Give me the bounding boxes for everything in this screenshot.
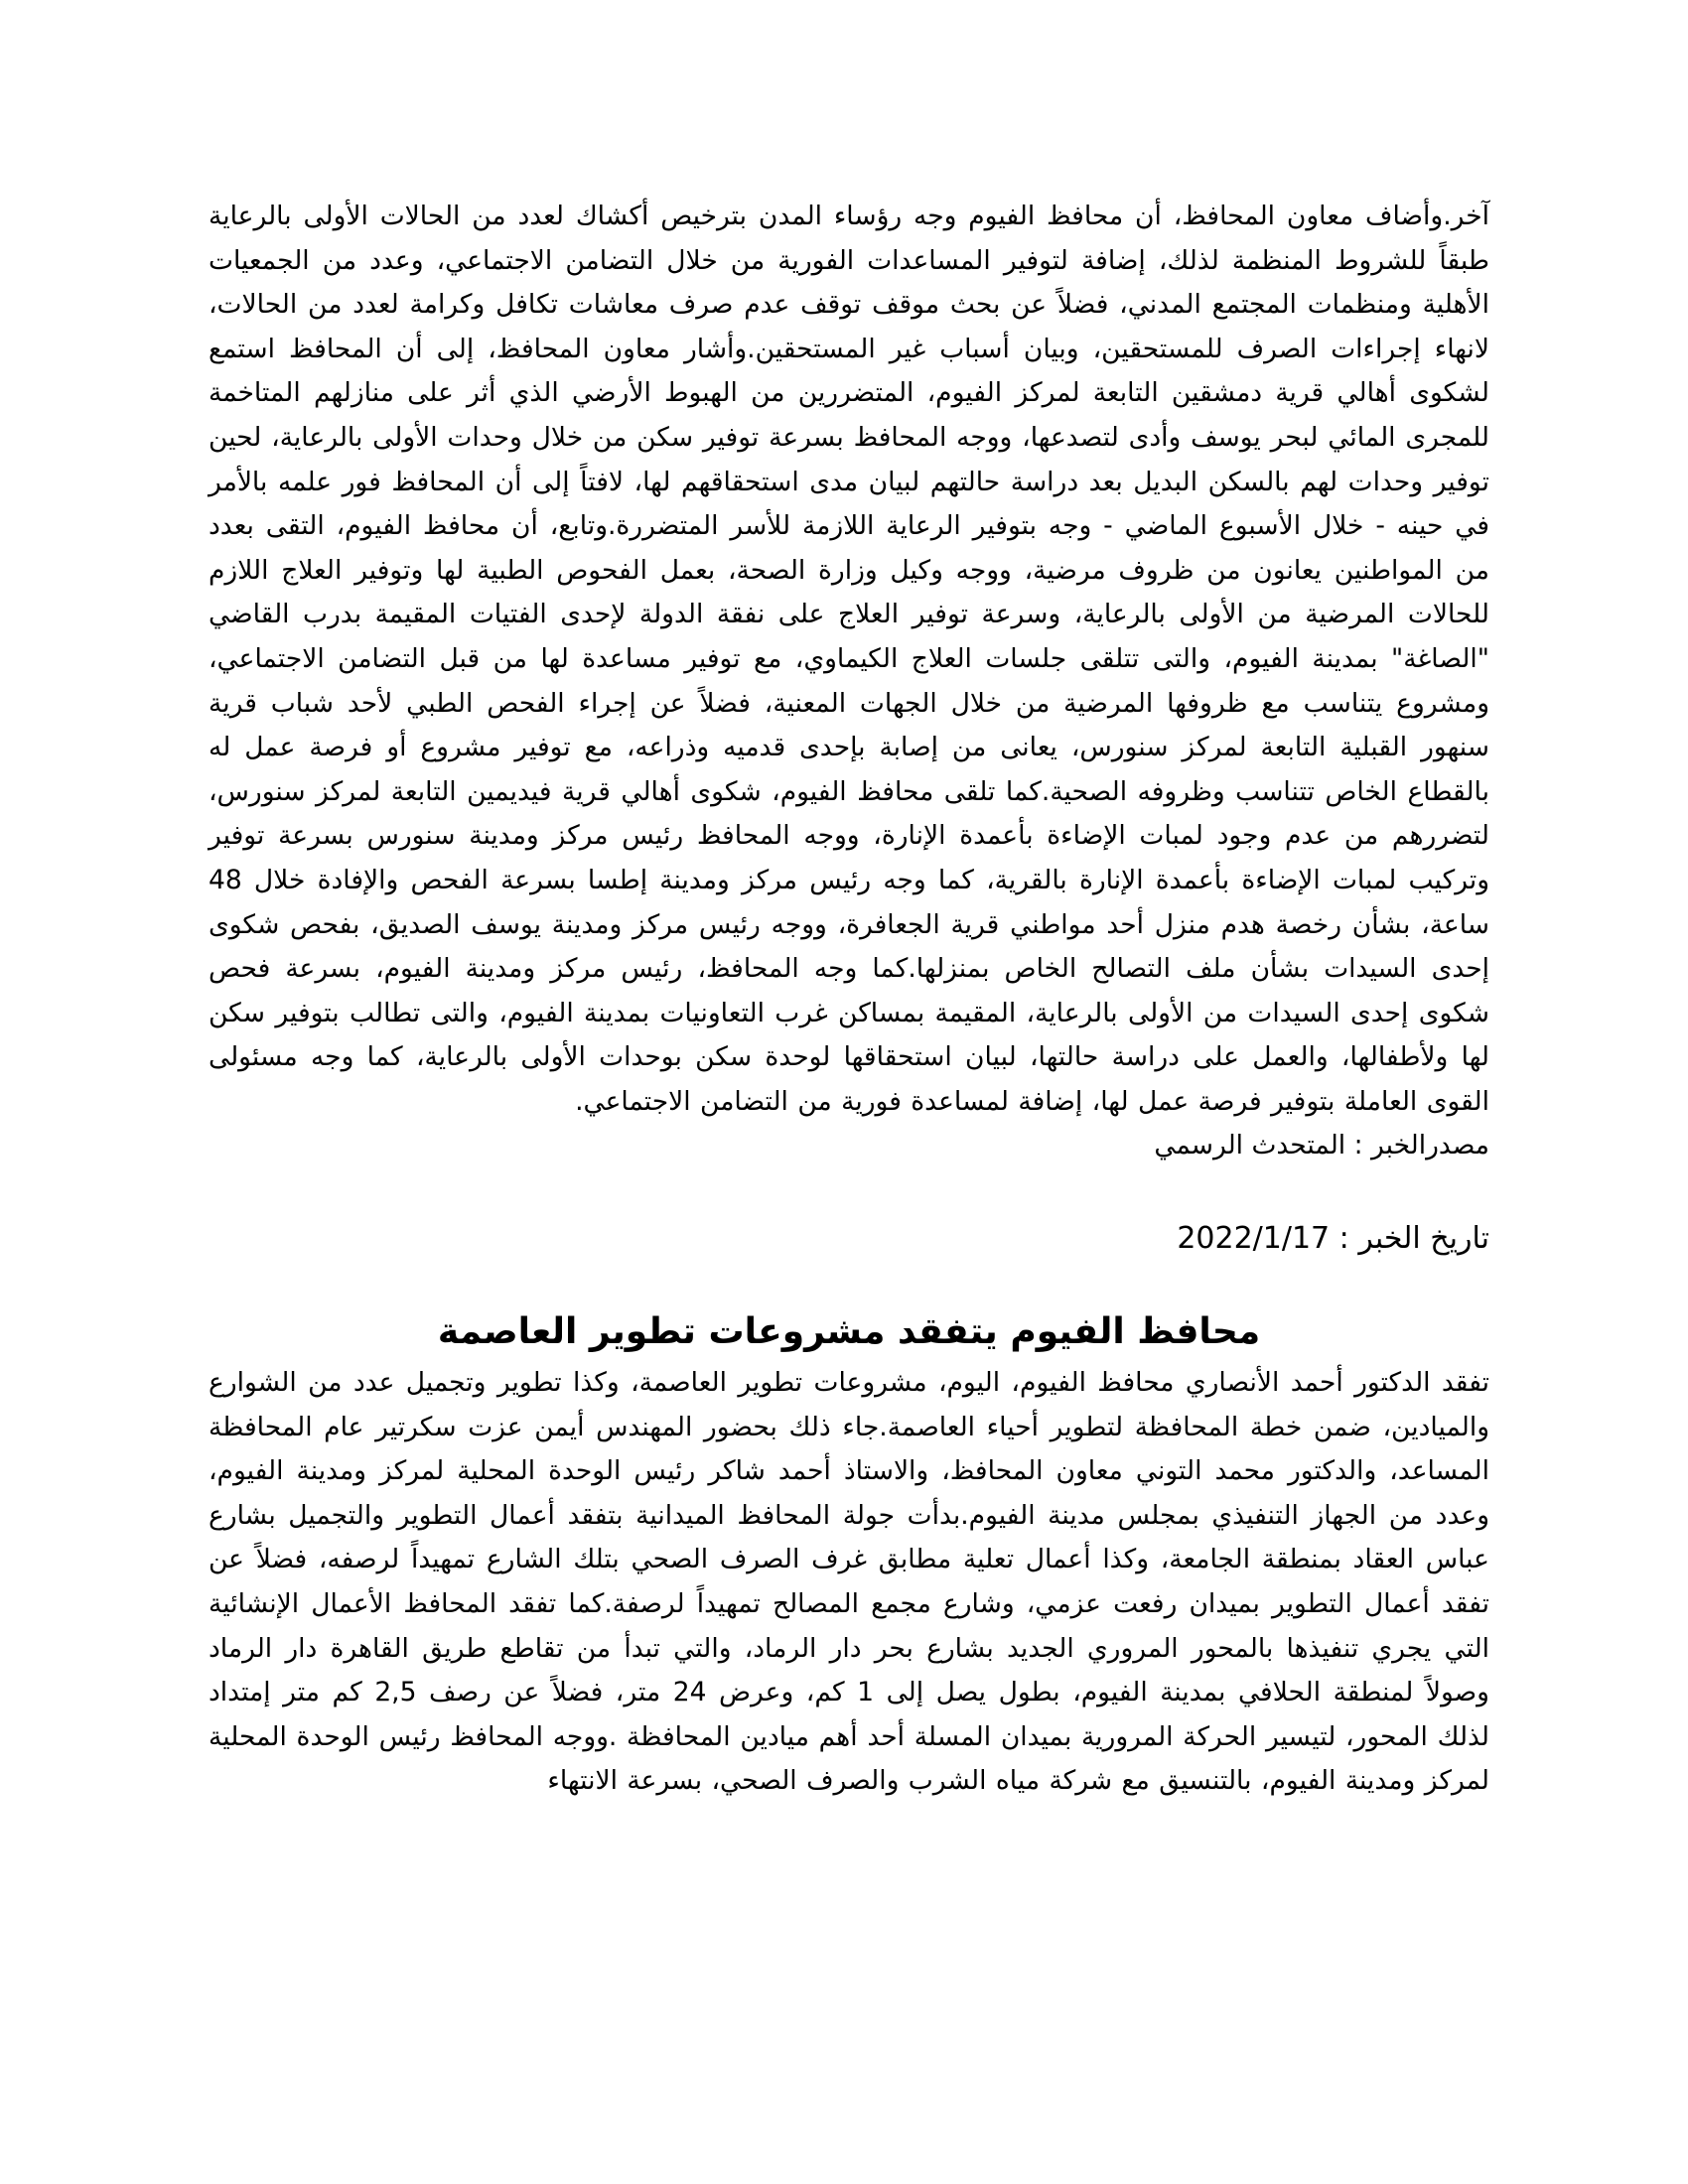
article-body: آخر.وأضاف معاون المحافظ، أن محافظ الفيوم وجه رؤساء المدن بترخيص أكشاك لعدد من الحالات الأولى بالرعاية طبقاً للشروط المنظمة لذلك، إضافة لتوفير المساعدات الفورية من خلال التضامن الاجتماعي، وعدد من الجمعيات الأهلية ومنظمات المجتمع المدني، فضلاً عن بحث موقف توقف عدم صرف معاشات تكافل وكرامة لعدد من الحالات، لانهاء إجراءات الصرف للمستحقين، وبيان أسباب غير المستحقين.وأشار معاون المحافظ، إلى أن المحافظ استمع لشكوى أهالي قرية دمشقين التابعة لمركز الفيوم، المتضررين من الهبوط الأرضي الذي أثر على منازلهم المتاخمة للمجرى المائي لبحر يوسف وأدى لتصدعها، ووجه المحافظ بسرعة توفير سكن من خلال وحدات الأولى بالرعاية، لحين توفير وحدات لهم بالسكن البديل بعد دراسة حالتهم لبيان مدى استحقاقهم لها، لافتاً إلى أن المحافظ فور علمه بالأمر في حينه - خلال الأسبوع الماضي - وجه بتوفير الرعاية اللازمة للأسر المتضررة.وتابع، أن محافظ الفيوم، التقى بعدد من المواطنين يعانون من ظروف مرضية، ووجه وكيل وزارة الصحة، بعمل الفحوص الطبية لها وتوفير العلاج اللازم للحالات المرضية من الأولى بالرعاية، وسرعة توفير العلاج على نفقة الدولة لإحدى الفتيات المقيمة بدرب القاضي "الصاغة" بمدينة الفيوم، والتى تتلقى جلسات العلاج الكيماوي، مع توفير مساعدة لها من قبل التضامن الاجتماعي، ومشروع يتناسب مع ظروفها المرضية من خلال الجهات المعنية، فضلاً عن إجراء الفحص الطبي لأحد شباب قرية سنهور القبلية التابعة لمركز سنورس، يعانى من إصابة بإحدى قدميه وذراعه، مع توفير مشروع أو فرصة عمل له بالقطاع الخاص تتناسب وظروفه الصحية.كما تلقى محافظ الفيوم، شكوى أهالي قرية فيديمين التابعة لمركز سنورس، لتضررهم من عدم وجود لمبات الإضاءة بأعمدة الإنارة، ووجه المحافظ رئيس مركز ومدينة سنورس بسرعة توفير وتركيب لمبات الإضاءة بأعمدة الإنارة بالقرية، كما وجه رئيس مركز ومدينة إطسا بسرعة الفحص والإفادة خلال 48 ساعة، بشأن رخصة هدم منزل أحد مواطني قرية الجعافرة، ووجه رئيس مركز ومدينة يوسف الصديق، بفحص شكوى إحدى السيدات بشأن ملف التصالح الخاص بمنزلها.كما وجه المحافظ، رئيس مركز ومدينة الفيوم، بسرعة فحص شكوى إحدى السيدات من الأولى بالرعاية، المقيمة بمساكن غرب التعاونيات بمدينة الفيوم، والتى تطالب بتوفير سكن لها ولأطفالها، والعمل على دراسة حالتها، لبيان استحقاقها لوحدة سكن بوحدات الأولى بالرعاية، كما وجه مسئولى القوى العاملة بتوفير فرصة عمل لها، إضافة لمساعدة فورية من التضامن الاجتماعي.: [209, 201, 1489, 1117]
article-body: تفقد الدكتور أحمد الأنصاري محافظ الفيوم، اليوم، مشروعات تطوير العاصمة، وكذا تطوير وتجميل عدد من الشوارع والميادين، ضمن خطة المحافظة لتطوير أحياء العاصمة.جاء ذلك بحضور المهندس أيمن عزت سكرتير عام المحافظة المساعد، والدكتور محمد التوني معاون المحافظ، والاستاذ أحمد شاكر رئيس الوحدة المحلية لمركز ومدينة الفيوم، وعدد من الجهاز التنفيذي بمجلس مدينة الفيوم.بدأت جولة المحافظ الميدانية بتفقد أعمال التطوير والتجميل بشارع عباس العقاد بمنطقة الجامعة، وكذا أعمال تعلية مطابق غرف الصرف الصحي بتلك الشارع تمهيداً لرصفه، فضلاً عن تفقد أعمال التطوير بميدان رفعت عزمي، وشارع مجمع المصالح تمهيداً لرصفة.كما تفقد المحافظ الأعمال الإنشائية التي يجري تنفيذها بالمحور المروري الجديد بشارع بحر دار الرماد، والتي تبدأ من تقاطع طريق القاهرة دار الرماد وصولاً لمنطقة الحلافي بمدينة الفيوم، بطول يصل إلى 1 كم، وعرض 24 متر، فضلاً عن رصف 2,5 كم متر إمتداد لذلك المحور، لتيسير الحركة المرورية بميدان المسلة أحد أهم ميادين المحافظة .ووجه المحافظ رئيس الوحدة المحلية لمركز ومدينة الفيوم، بالتنسيق مع شركة مياه الشرب والصرف الصحي، بسرعة الانتهاء: [209, 1367, 1489, 1797]
news-date: تاريخ الخبر : 2022/1/17: [1177, 1221, 1489, 1257]
document-page: [209, 195, 1489, 1804]
article-title: محافظ الفيوم يتفقد مشروعات تطوير العاصمة: [437, 1311, 1261, 1353]
news-source: مصدرالخبر : المتحدث الرسمي: [1154, 1130, 1489, 1161]
